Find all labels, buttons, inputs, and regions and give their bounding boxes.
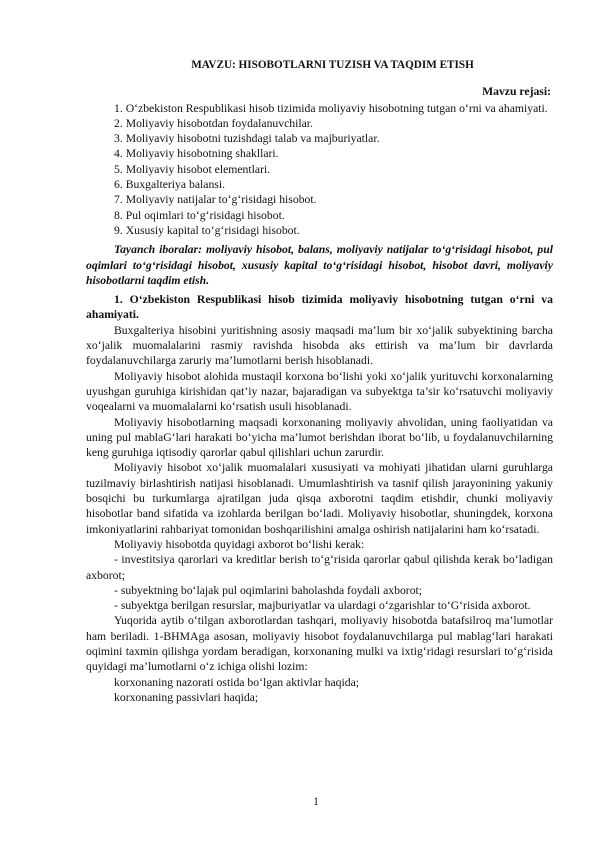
plan-heading-text: Mavzu rejasi:	[482, 85, 551, 99]
body-paragraph: Yuqorida aytib o‘tilgan axborotlardan tashqari, moliyaviy hisobotda batafsilroq ma’lumotlar ham beriladi. 1-BHMAga asosan, moliyaviy hisobot foydalanuvchilarga pul mablag‘lari harakati oqimini taxmin qilishga yordam beradigan, korxonaning mulki va ixtig‘ridagi resurslari to‘g‘risida quyidagi ma’lumotlarni o‘z ichiga olishi lozim:	[86, 614, 553, 674]
plan-item: 5. Moliyaviy hisobot elementlari.	[114, 162, 271, 176]
body-paragraph: korxonaning passivlari haqida;	[114, 690, 259, 704]
plan-item: 7. Moliyaviy natijalar to‘g‘risidagi hisobot.	[114, 193, 317, 207]
plan-item: 8. Pul oqimlari to‘g‘risidagi hisobot.	[114, 208, 285, 222]
body-paragraph: Moliyaviy hisobotlarning maqsadi korxonaning moliyaviy ahvolidan, uning faoliyatidan va uning pul mablaG‘lari harakati bo‘yicha ma’lumot berishdan iborat bo‘lib, u foydalanuvchilarning keng guruhiga iqtisodiy qarorlar qabul qilishlari uchun zarurdir.	[86, 415, 553, 460]
document-page	[86, 58, 553, 705]
plan-item: 2. Moliyaviy hisobotdan foydalanuvchilar.	[114, 116, 313, 130]
body-paragraph: korxonaning nazorati ostida bo‘lgan aktivlar haqida;	[114, 675, 360, 689]
plan-item: 1. O‘zbekiston Respublikasi hisob tizimida moliyaviy hisobotning tutgan o‘rni va ahamiyati.	[114, 101, 548, 115]
body-paragraph: Moliyaviy hisobotda quyidagi axborot bo‘lishi kerak:	[114, 537, 365, 551]
page-number: 1	[313, 796, 319, 808]
document-title: MAVZU: HISOBOTLARNI TUZISH VA TAQDIM ETISH	[191, 59, 474, 71]
plan-item: 3. Moliyaviy hisobotni tuzishdagi talab va majburiyatlar.	[114, 132, 380, 146]
keywords-paragraph: Tayanch iboralar: moliyaviy hisobot, balans, moliyaviy natijalar to‘g‘risidagi hisobot, pul oqimlari to‘g‘risidagi hisobot, xususiy kapital to‘g‘risidagi hisobot, hisobot davri, moliyaviy hisobotlarni taqdim etish.	[86, 243, 553, 287]
bullet-paragraph: - subyektning bo‘lajak pul oqimlarini baholashda foydali axborot;	[114, 583, 423, 597]
plan-heading	[86, 84, 553, 99]
body-paragraph: Moliyaviy hisobot xo‘jalik muomalalari xususiyati va mohiyati jihatidan ularni guruhlarga tuzilmaviy birlashtirish natijasi hisoblanadi. Umumlashtirish va tasnif qilish jarayonining yakuniy bosqichi bu turkumlarga ajratilgan juda qisqa axborotni taqdim etishdir, chunki moliyaviy hisobotlar band sifatida va izohlarda berilgan bo‘ladi. Moliyaviy hisobotlar, shuningdek, korxona imkoniyatlarini rahbariyat tomonidan boshqarilishini amalga oshirish natijalarini ham ko‘rsatadi.	[86, 461, 553, 536]
body-paragraph: Moliyaviy hisobot alohida mustaqil korxona bo‘lishi yoki xo‘jalik yurituvchi korxonalarning uyushgan guruhiga kirishidan qat’iy nazar, bajaradigan va subyektga ta’sir ko‘rsatuvchi moliyaviy voqealarni va muomalalarni ko‘rsatish usuli hisoblanadi.	[86, 369, 553, 414]
body-paragraph: Buxgalteriya hisobini yuritishning asosiy maqsadi ma’lum bir xo‘jalik subyektining barcha xo‘jalik muomalalarini rasmiy ravishda hisobda aks ettirish va ma’lum bir davrlarda foydalanuvchilarga zaruriy ma’lumotlarni berish hisoblanadi.	[86, 323, 553, 368]
plan-list	[86, 101, 553, 239]
section-heading: 1. O‘zbekiston Respublikasi hisob tizimida moliyaviy hisobotning tutgan o‘rni va ahamiyati.	[86, 293, 553, 322]
bullet-paragraph: - investitsiya qarorlari va kreditlar berish to‘g‘risida qarorlar qabul qilishda kerak bo‘ladigan axborot;	[86, 553, 553, 582]
bullet-paragraph: - subyektga berilgan resurslar, majburiyatlar va ulardagi o‘zgarishlar to‘G‘risida axborot.	[114, 599, 531, 613]
plan-item: 4. Moliyaviy hisobotning shakllari.	[114, 147, 279, 161]
plan-item: 6. Buxgalteriya balansi.	[114, 178, 226, 192]
plan-item: 9. Xususiy kapital to‘g‘risidagi hisobot.	[114, 223, 300, 237]
